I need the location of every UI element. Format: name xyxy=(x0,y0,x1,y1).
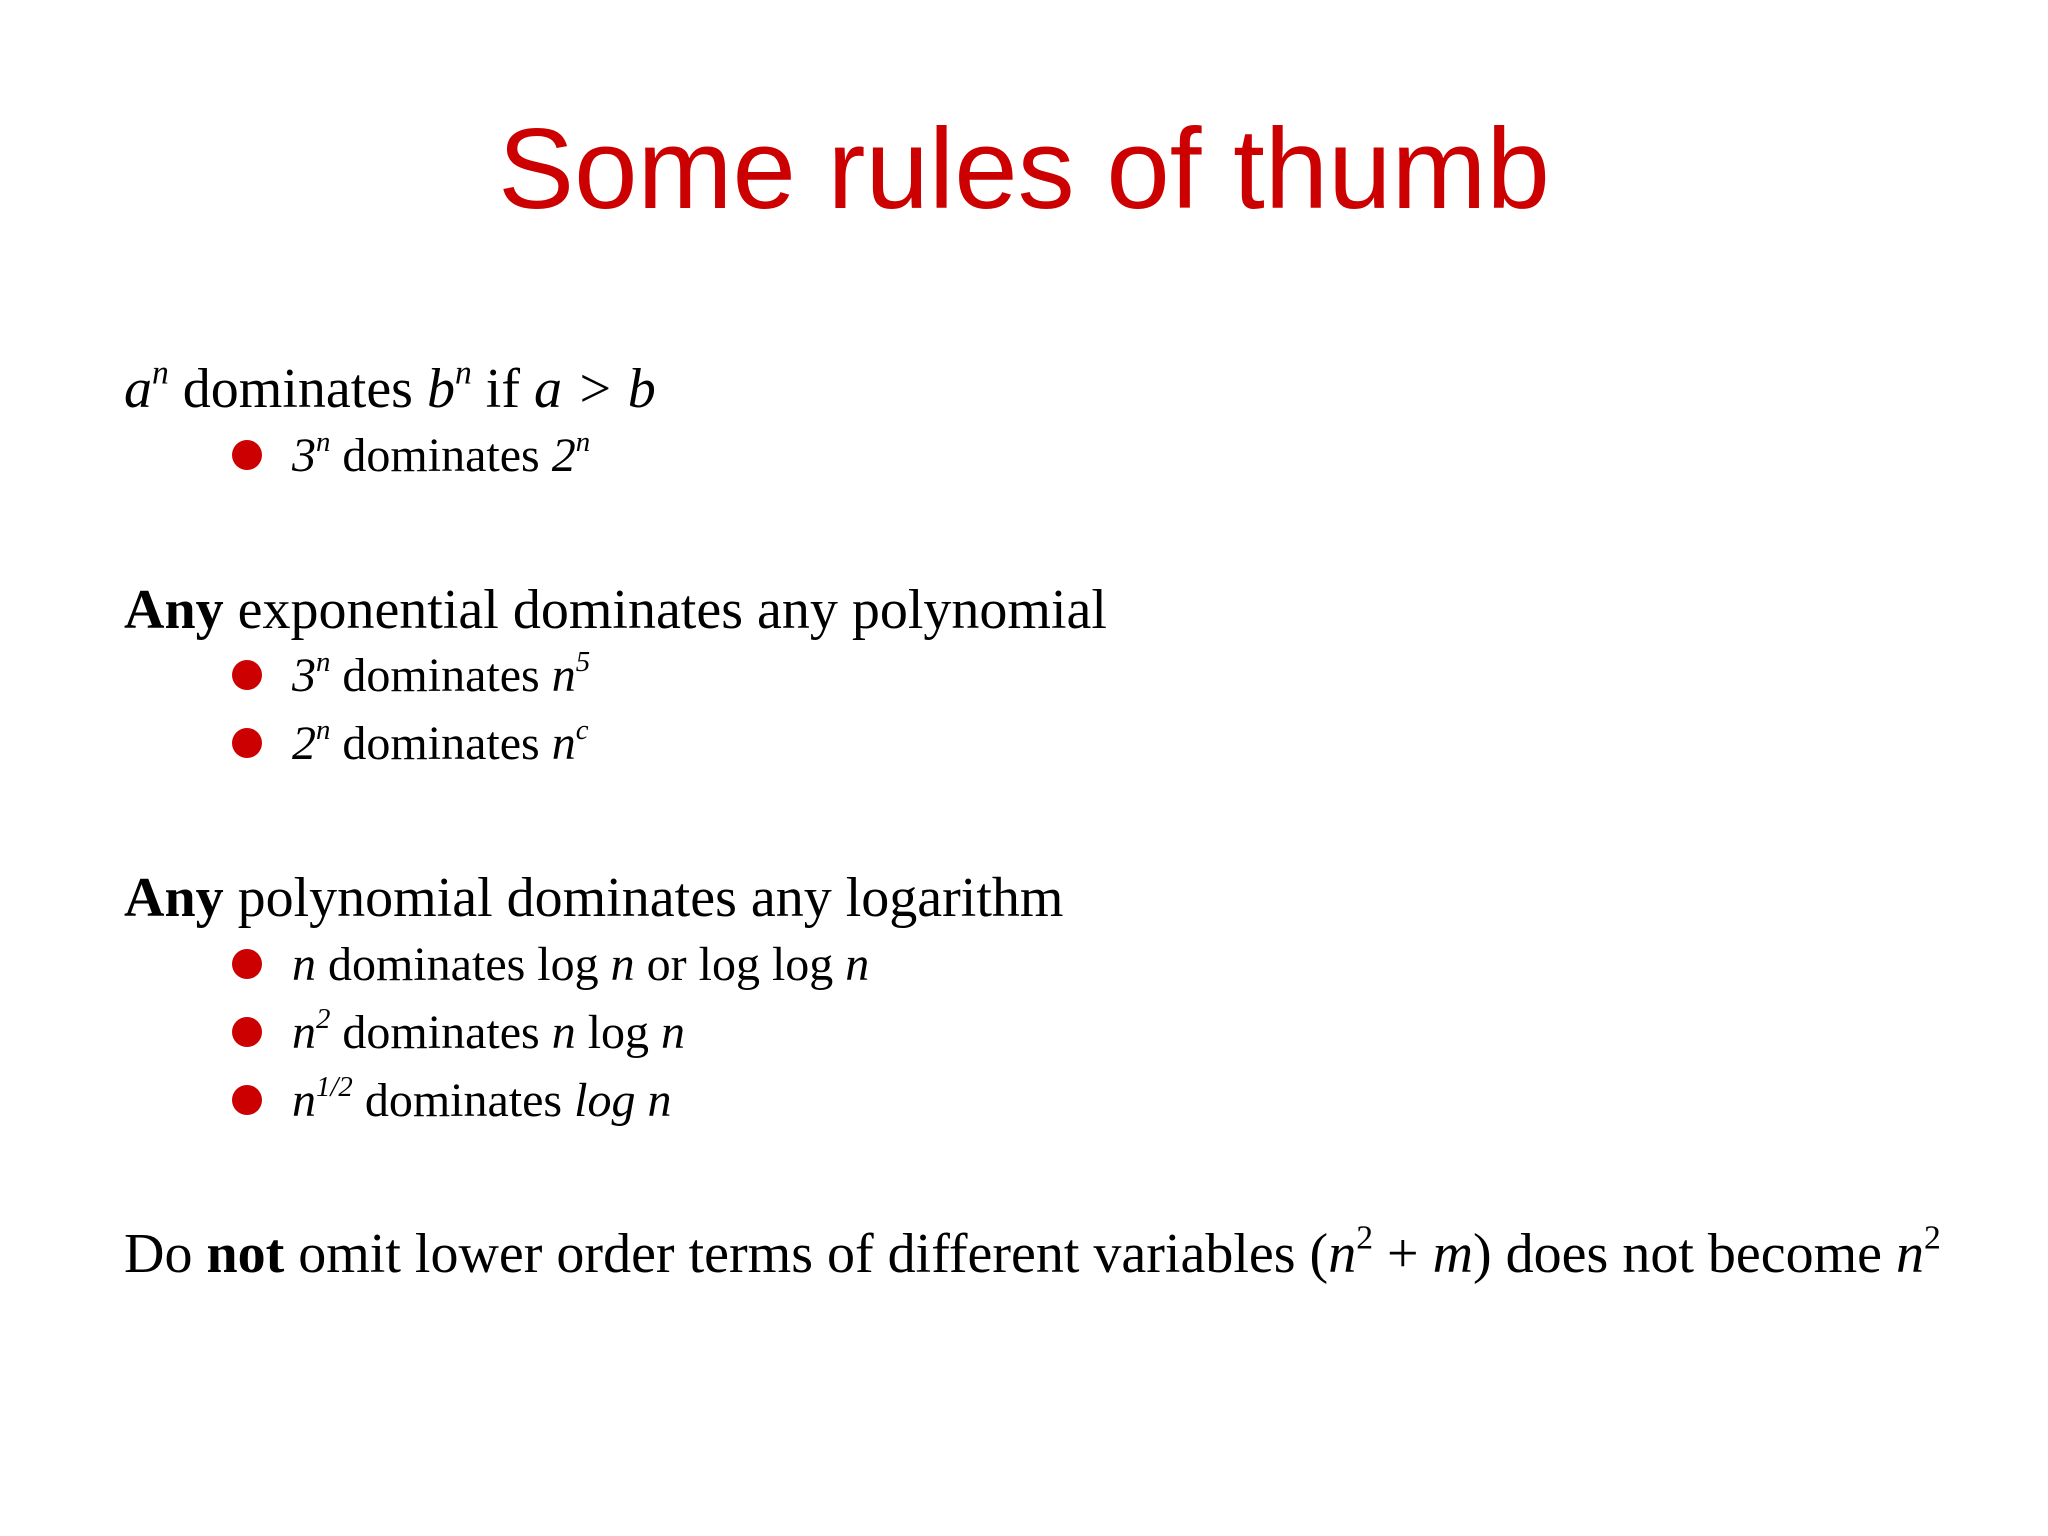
text-run: n xyxy=(551,717,576,770)
text-run: n xyxy=(292,938,316,991)
bullet-text xyxy=(292,1070,672,1127)
list-item xyxy=(232,937,869,1005)
list-item xyxy=(232,713,590,784)
text-run: 2 xyxy=(1356,1219,1373,1257)
list-item xyxy=(232,1070,869,1141)
text-run: n xyxy=(292,1006,316,1059)
text-run: n xyxy=(1328,1223,1357,1285)
text-run: n xyxy=(292,1074,316,1127)
list-item xyxy=(232,1002,869,1073)
text-run: 2 xyxy=(316,1002,331,1035)
bullet-dot xyxy=(232,949,262,979)
text-run: c xyxy=(575,713,589,746)
text-run: log n xyxy=(574,1074,672,1127)
text-run: n xyxy=(845,938,870,991)
text-run: b xyxy=(426,358,455,420)
text-run: dominates xyxy=(330,649,552,702)
text-run: dominates xyxy=(168,358,427,420)
text-run: n xyxy=(610,938,635,991)
text-run: omit lower order terms of different variables ( xyxy=(284,1223,1329,1285)
list-item xyxy=(232,425,591,496)
text-run: 2 xyxy=(1924,1219,1941,1257)
text-run: n xyxy=(551,1006,576,1059)
text-run: n xyxy=(316,713,331,746)
rule-polynomial-vs-logarithm xyxy=(124,866,1063,930)
rule-lower-order-terms xyxy=(124,1219,1941,1286)
text-run: dominates xyxy=(330,429,552,482)
text-run: dominates log xyxy=(316,938,611,991)
text-run: if xyxy=(471,358,534,420)
text-run: exponential dominates any polynomial xyxy=(223,579,1107,641)
text-run: 3 xyxy=(292,429,316,482)
text-run: m xyxy=(1432,1223,1474,1285)
slide-title: Some rules of thumb xyxy=(498,106,1550,233)
bullet-dot xyxy=(232,1085,262,1115)
text-run: n xyxy=(575,425,591,458)
bullet-dot xyxy=(232,1017,262,1047)
text-run: dominates xyxy=(352,1074,575,1127)
text-run: a > b xyxy=(534,358,656,420)
text-run: n xyxy=(1896,1223,1925,1285)
bullet-text xyxy=(292,1002,686,1059)
text-run: n xyxy=(316,645,331,678)
text-run: n xyxy=(551,649,576,702)
bullet-dot xyxy=(232,728,262,758)
text-run: ) does not become xyxy=(1473,1223,1897,1285)
bullet-text xyxy=(292,938,869,991)
text-run: 2 xyxy=(292,717,316,770)
rule-exponential-vs-polynomial xyxy=(124,578,1107,642)
text-run: 5 xyxy=(575,645,591,678)
text-run: polynomial dominates any logarithm xyxy=(223,867,1064,929)
text-run: Any xyxy=(124,867,224,929)
text-run: not xyxy=(206,1223,285,1285)
text-run: 2 xyxy=(551,429,576,482)
bullet-text xyxy=(292,645,591,702)
rule-exponential-vs-polynomial-bullets xyxy=(232,645,591,784)
text-run: Any xyxy=(124,579,224,641)
rule-exponential-base xyxy=(124,354,656,421)
text-run: a xyxy=(124,358,152,420)
list-item xyxy=(232,645,591,716)
text-run: log xyxy=(575,1006,662,1059)
text-run: 1/2 xyxy=(316,1070,353,1103)
bullet-dot xyxy=(232,440,262,470)
text-run: dominates xyxy=(330,1006,552,1059)
text-run: dominates xyxy=(330,717,552,770)
text-run: Do xyxy=(124,1223,207,1285)
text-run: or log log xyxy=(634,938,846,991)
text-run: + xyxy=(1372,1223,1433,1285)
bullet-text xyxy=(292,425,591,482)
text-run: n xyxy=(454,354,472,392)
rule-exponential-base-bullets xyxy=(232,425,591,496)
text-run: n xyxy=(152,354,169,392)
text-run: 3 xyxy=(292,649,316,702)
text-run: n xyxy=(661,1006,686,1059)
bullet-text xyxy=(292,713,589,770)
rule-polynomial-vs-logarithm-bullets xyxy=(232,937,869,1141)
bullet-dot xyxy=(232,660,262,690)
text-run: n xyxy=(316,425,331,458)
